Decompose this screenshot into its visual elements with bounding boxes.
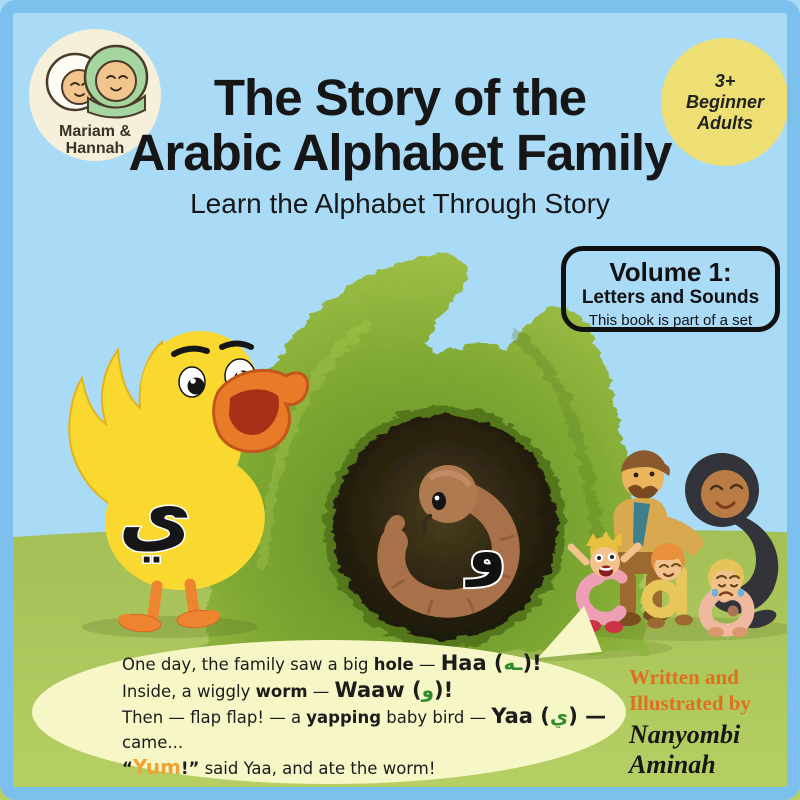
- worm-arabic-letter: و: [467, 514, 507, 587]
- age-badge-line1: 3+: [714, 70, 736, 91]
- bubble-line: Inside, a wiggly worm — Waaw (و)!: [122, 677, 454, 702]
- bubble-line: One day, the family saw a big hole — Haa (ـه)!: [122, 651, 542, 675]
- title-line2: Arabic Alphabet Family: [128, 124, 672, 181]
- logo-name-line1: Mariam &: [58, 123, 132, 140]
- logo-name-line2: Hannah: [65, 140, 125, 157]
- bubble-line: came...: [122, 732, 184, 752]
- author-credit: [629, 664, 797, 780]
- age-badge-line2: Beginner: [685, 91, 764, 112]
- bubble-line: “Yum!” said Yaa, and ate the worm!: [122, 755, 436, 779]
- peach-kid-character: [705, 559, 748, 637]
- title-line1: The Story of the: [213, 69, 587, 126]
- book-title: [0, 70, 800, 180]
- duck-arabic-letter: ي: [118, 469, 192, 562]
- volume-note: This book is part of a set: [588, 312, 753, 329]
- credit-line2: Illustrated by: [629, 691, 751, 715]
- book-subtitle: Learn the Alphabet Through Story: [190, 188, 610, 219]
- volume-box: [561, 246, 780, 332]
- bubble-line: Then — flap flap! — a yapping baby bird — Yaa (ي) —: [122, 704, 607, 728]
- speech-bubble: [32, 640, 626, 784]
- age-badge-line3: Adults: [697, 112, 753, 133]
- speech-bubble-text: [122, 651, 606, 782]
- author-name-line2: Aminah: [629, 750, 716, 779]
- volume-subheading: Letters and Sounds: [581, 287, 760, 308]
- author-name-line1: Nanyombi: [629, 720, 741, 749]
- credit-line1: Written and: [629, 665, 739, 689]
- volume-heading: Volume 1:: [609, 257, 732, 287]
